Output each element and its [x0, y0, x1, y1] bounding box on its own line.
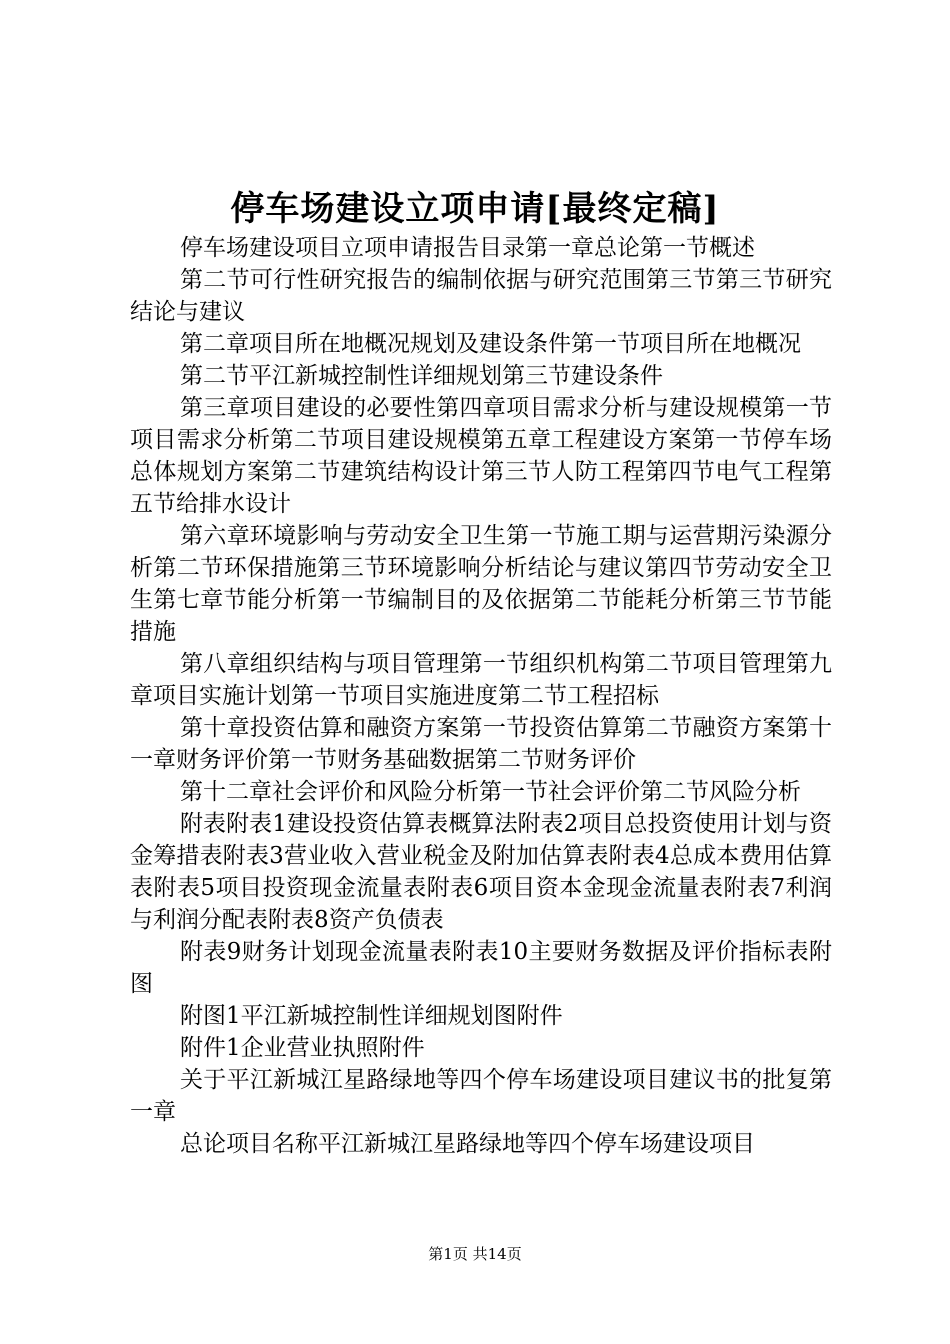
page-number-footer: 第1页 共14页	[428, 1245, 522, 1263]
paragraph: 附件1企业营业执照附件	[180, 1035, 425, 1061]
paragraph: 附表9财务计划现金流量表附表10主要财务数据及评价指标表附图	[130, 939, 832, 997]
paragraph: 附表附表1建设投资估算表概算法附表2项目总投资使用计划与资金筹措表附表3营业收入营业税金及附加估算表附表4总成本费用估算表附表5项目投资现金流量表附表6项目资本金现金流量表附表7利润与利润分配表附表8资产负债表	[130, 811, 832, 933]
document-body	[130, 232, 832, 1160]
paragraph: 第八章组织结构与项目管理第一节组织机构第二节项目管理第九章项目实施计划第一节项目实施进度第二节工程招标	[130, 651, 832, 709]
document-title: 停车场建设立项申请[最终定稿]	[230, 189, 720, 229]
paragraph: 第六章环境影响与劳动安全卫生第一节施工期与运营期污染源分析第二节环保措施第三节环境影响分析结论与建议第四节劳动安全卫生第七章节能分析第一节编制目的及依据第二节能耗分析第三节节能措施	[130, 523, 832, 645]
paragraph: 第二章项目所在地概况规划及建设条件第一节项目所在地概况	[180, 331, 801, 357]
paragraph: 第二节平江新城控制性详细规划第三节建设条件	[180, 363, 663, 389]
paragraph: 第二节可行性研究报告的编制依据与研究范围第三节第三节研究结论与建议	[130, 267, 832, 325]
paragraph: 总论项目名称平江新城江星路绿地等四个停车场建设项目	[180, 1131, 755, 1157]
paragraph: 关于平江新城江星路绿地等四个停车场建设项目建议书的批复第一章	[130, 1067, 832, 1125]
paragraph: 第十章投资估算和融资方案第一节投资估算第二节融资方案第十一章财务评价第一节财务基础数据第二节财务评价	[130, 715, 832, 773]
paragraph: 附图1平江新城控制性详细规划图附件	[180, 1003, 563, 1029]
paragraph: 第三章项目建设的必要性第四章项目需求分析与建设规模第一节项目需求分析第二节项目建设规模第五章工程建设方案第一节停车场总体规划方案第二节建筑结构设计第三节人防工程第四节电气工程第五节给排水设计	[130, 395, 832, 517]
paragraph: 第十二章社会评价和风险分析第一节社会评价第二节风险分析	[180, 779, 801, 805]
paragraph: 停车场建设项目立项申请报告目录第一章总论第一节概述	[180, 235, 755, 261]
